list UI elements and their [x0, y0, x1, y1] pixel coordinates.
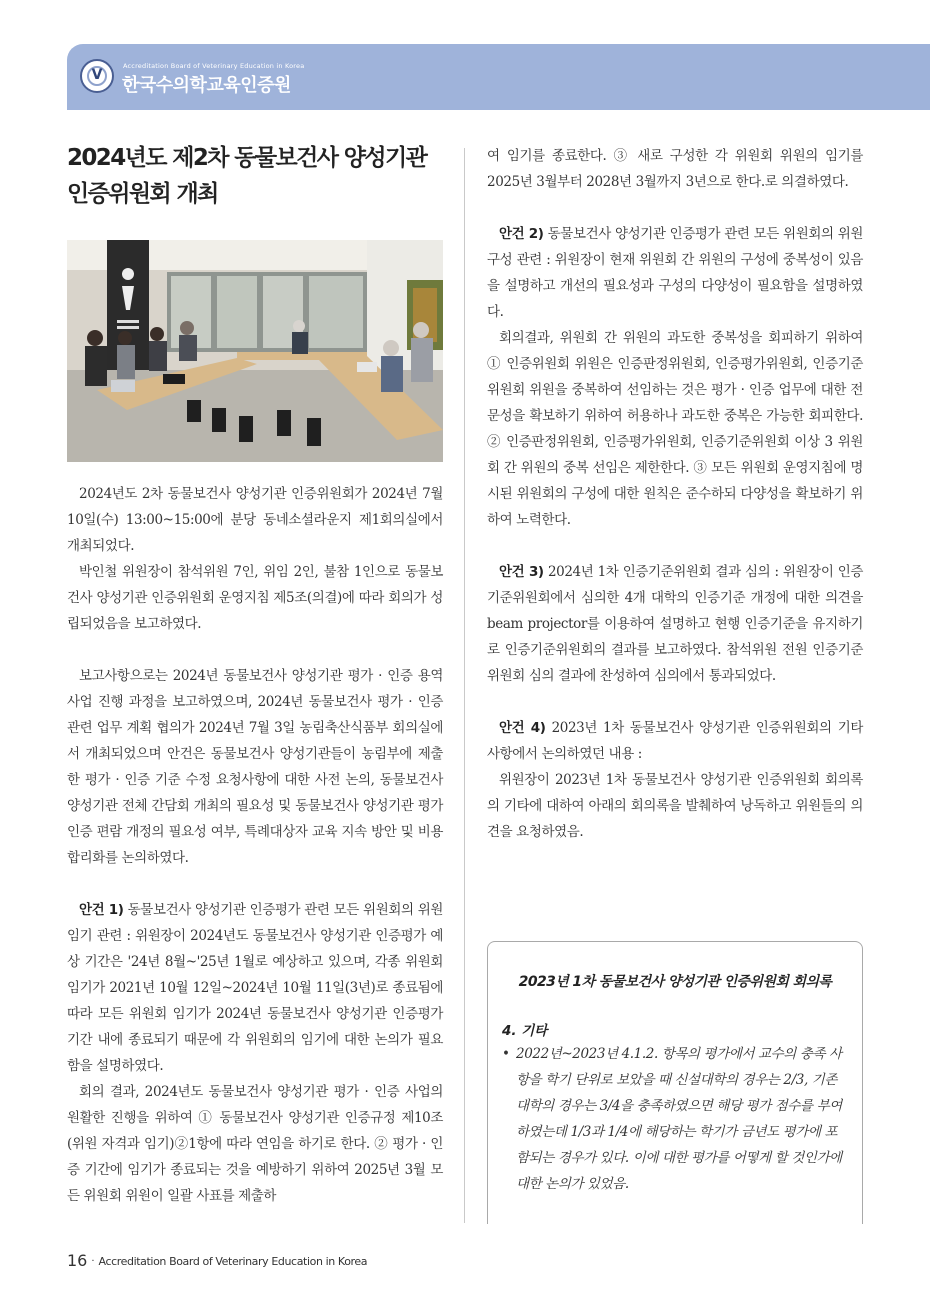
- agenda-2-text: 동물보건사 양성기관 인증평가 관련 모든 위원회의 위원 구성 관련 : 위원장이 현재 위원회 간 위원의 구성에 중복성이 있음을 설명하고 개선의 필요성과 구성의 다양성이 필요함을 설명하였다.: [487, 226, 863, 320]
- meeting-photo-illustration: [67, 240, 443, 462]
- footer-separator: ·: [91, 1256, 95, 1267]
- article-title-line2: 인증위원회 개최: [67, 181, 218, 207]
- column-divider: [464, 148, 465, 1223]
- agenda-4-text: 2023년 1차 동물보건사 양성기관 인증위원회의 기타 사항에서 논의하였던 내용 :: [487, 720, 863, 762]
- meeting-photo: [67, 240, 443, 462]
- minutes-title: 2023년 1차 동물보건사 양성기관 인증위원회 회의록: [518, 974, 832, 990]
- minutes-heading: 4. 기타: [502, 1023, 548, 1039]
- paragraph-agenda-4-detail: 위원장이 2023년 1차 동물보건사 양성기관 인증위원회 회의록의 기타에 대하여 아래의 회의록을 발췌하여 낭독하고 위원들의 의견을 요청하였음.: [487, 772, 863, 840]
- paragraph-agenda-1: [67, 897, 443, 1079]
- agenda-1-text: 동물보건사 양성기관 인증평가 관련 모든 위원회의 위원 임기 관련 : 위원장이 2024년도 동물보건사 양성기관 인증평가 예상 기간은 '24년 8월~'25년 1월로 예상하고 있으며, 각종 위원회 임기가 2021년 10월 12일~2024년 10월 11일(3년)로 종료됨에 따라 모든 위원회 임기가 2024년 동물보건사 양성기관 인증평가 기간 내에 종료되기 때문에 각 위원회의 임기에 대한 논의가 필요함을 설명하였다.: [67, 902, 443, 1074]
- agenda-1-label: 안건 1): [79, 902, 124, 918]
- right-column: [487, 143, 863, 845]
- bullet-marker: •: [502, 1046, 510, 1062]
- paragraph-agenda-2-result: 회의결과, 위원회 간 위원의 과도한 중복성을 회피하기 위하여 ① 인증위원회 위원은 인증판정위원회, 인증평가위원회, 인증기준위원회 위원을 중복하여 선임하는 것은 평가 · 인증 업무에 대한 전문성을 확보하기 위하여 허용하나 과도한 중복은 가능한 회피한다. ② 인증판정위원회, 인증평가위원회, 인증기준위원회 이상 3 위원회 간 위원의 중복 선임은 제한한다. ③ 모든 위원회 운영지침에 명시된 위원회의 구성에 대한 원칙은 준수하되 다양성을 확보하기 위하여 노력한다.: [487, 330, 863, 528]
- article-title-line1: 2024년도 제2차 동물보건사 양성기관: [67, 145, 427, 171]
- paragraph-report: 보고사항으로는 2024년 동물보건사 양성기관 평가 · 인증 용역사업 진행 과정을 보고하였으며, 2024년 동물보건사 평가 · 인증 관련 업무 계획 협의가 2024년 7월 3일 농림축산식품부 회의실에서 개최되었으며 안건은 동물보건사 양성기관들이 농림부에 제출한 평가 · 인증 기준 수정 요청사항에 대한 사전 논의, 동물보건사 양성기관 전체 간담회 개최의 필요성 및 동물보건사 양성기관 평가인증 편람 개정의 필요성 여부, 특례대상자 교육 지속 방안 및 비용 합리화를 논의하였다.: [67, 668, 443, 866]
- page-number: 16: [67, 1251, 88, 1270]
- paragraph-agenda-2: [487, 221, 863, 325]
- org-name-en: Accreditation Board of Veterinary Education in Korea: [123, 62, 305, 70]
- left-column: [67, 481, 443, 1209]
- page-footer: [67, 1251, 367, 1270]
- abvek-logo-icon: [80, 59, 114, 93]
- agenda-4-label: 안건 4): [499, 720, 546, 736]
- minutes-item: [502, 1041, 848, 1197]
- agenda-3-text: 2024년 1차 인증기준위원회 결과 심의 : 위원장이 인증기준위원회에서 심의한 4개 대학의 인증기준 개정에 대한 의견을 beam projector를 이용하여 설명하고 현행 인증기준을 유지하기로 인증기준위원회의 결과를 보고하였다. 참석위원 전원 인증기준위원회 심의 결과에 찬성하여 심의에서 통과되었다.: [487, 564, 863, 684]
- paragraph-meeting-info: 2024년도 2차 동물보건사 양성기관 인증위원회가 2024년 7월 10일(수) 13:00~15:00에 분당 동네소셜라운지 제1회의실에서 개최되었다.: [67, 486, 443, 554]
- paragraph-quorum: 박인철 위원장이 참석위원 7인, 위임 2인, 불참 1인으로 동물보건사 양성기관 인증위원회 운영지침 제5조(의결)에 따라 회의가 성립되었음을 보고하였다.: [67, 564, 443, 632]
- paragraph-agenda-1-result: 회의 결과, 2024년도 동물보건사 양성기관 평가 · 인증 사업의 원활한 진행을 위하여 ① 동물보건사 양성기관 인증규정 제10조(위원 자격과 임기)②1항에 따라 연임을 하기로 한다. ② 평가 · 인증 기간에 임기가 종료되는 것을 예방하기 위하여 2025년 3월 모든 위원회 위원이 일괄 사표를 제출하: [67, 1084, 443, 1204]
- agenda-2-label: 안건 2): [499, 226, 544, 242]
- paragraph-continued: 여 임기를 종료한다. ③ 새로 구성한 각 위원회 위원의 임기를 2025년 3월부터 2028년 3월까지 3년으로 한다.로 의결하였다.: [487, 148, 863, 190]
- org-name-kr: 한국수의학교육인증원: [122, 75, 291, 96]
- paragraph-agenda-3: [487, 559, 863, 689]
- agenda-3-label: 안건 3): [499, 564, 544, 580]
- article-title: [67, 140, 457, 212]
- minutes-item-text: 2022년~2023년 4.1.2. 항목의 평가에서 교수의 충족 사항을 학기 단위로 보았을 때 신설대학의 경우는 2/3, 기존 대학의 경우는 3/4을 충족하였으면 해당 평가 점수를 부여하였는데 1/3과 1/4에 해당하는 학기가 금년도 평가에 포함되는 경우가 있다. 이에 대한 평가를 어떻게 할 것인가에 대한 논의가 있었음.: [516, 1046, 842, 1192]
- minutes-excerpt-box: [487, 941, 863, 1224]
- journal-name: Accreditation Board of Veterinary Education in Korea: [98, 1255, 368, 1268]
- header-banner: [67, 44, 930, 110]
- paragraph-agenda-4: [487, 715, 863, 767]
